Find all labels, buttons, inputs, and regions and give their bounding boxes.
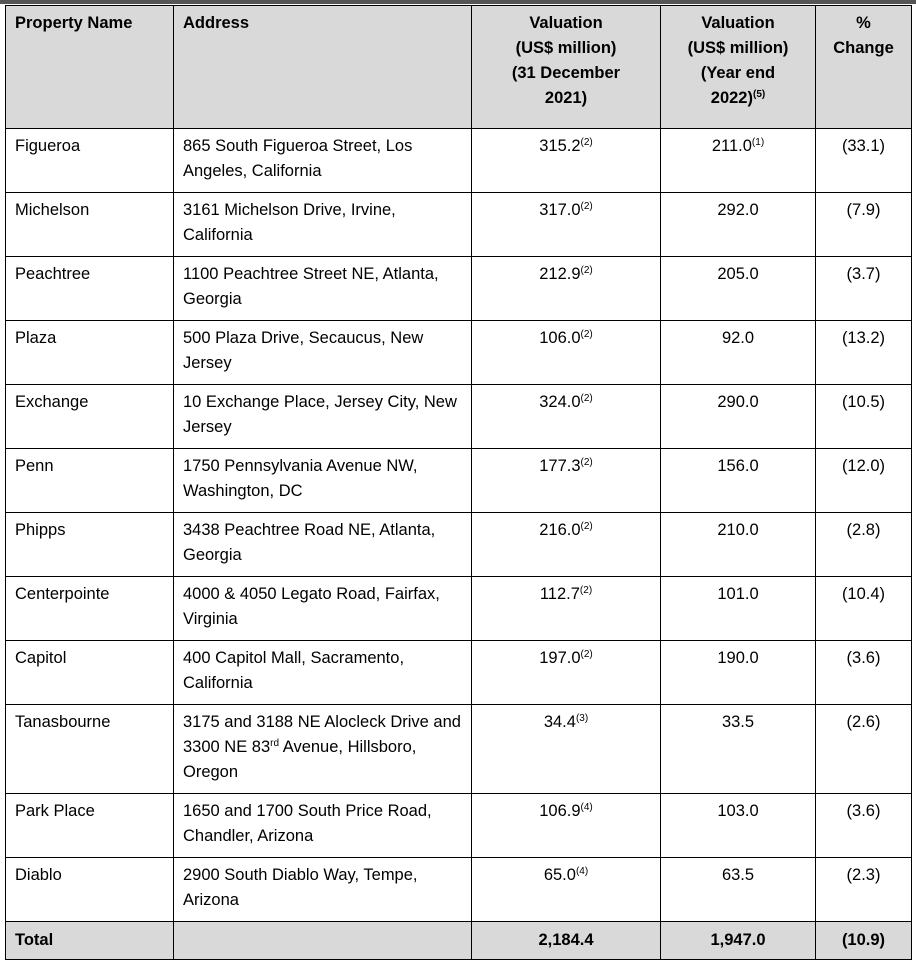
valuation-2021-cell (472, 385, 661, 449)
address-cell: 4000 & 4050 Legato Road, Fairfax, Virginia (174, 577, 472, 641)
valuation-2022-cell (661, 193, 816, 257)
valuation-value: 290.0 (717, 393, 759, 411)
footnote-marker: (2) (580, 521, 593, 532)
address-cell: 1650 and 1700 South Price Road, Chandler, Arizona (174, 794, 472, 858)
address-cell: 1750 Pennsylvania Avenue NW, Washington, DC (174, 449, 472, 513)
valuation-value: 177.3 (539, 457, 581, 475)
valuation-2021-cell (472, 321, 661, 385)
valuation-value: 210.0 (717, 521, 759, 539)
percent-change-cell: (7.9) (816, 193, 912, 257)
address-cell: 1100 Peachtree Street NE, Atlanta, Georgia (174, 257, 472, 321)
percent-change-cell: (2.8) (816, 513, 912, 577)
valuation-2021-cell (472, 129, 661, 193)
valuation-2022-cell (661, 641, 816, 705)
total-address-empty (174, 922, 472, 960)
valuation-value: 212.9 (539, 265, 581, 283)
percent-change-cell: (3.6) (816, 794, 912, 858)
valuation-2021-cell (472, 513, 661, 577)
valuation-value: 33.5 (721, 713, 755, 731)
valuation-2021-cell (472, 794, 661, 858)
property-name-cell: Exchange (6, 385, 174, 449)
property-name-cell: Capitol (6, 641, 174, 705)
valuation-2021-cell (472, 449, 661, 513)
total-valuation-2022: 1,947.0 (661, 922, 816, 960)
valuation-value: 103.0 (717, 802, 759, 820)
total-percent-change: (10.9) (816, 922, 912, 960)
valuation-value: 106.9 (539, 802, 581, 820)
property-name-cell: Phipps (6, 513, 174, 577)
percent-change-cell: (2.6) (816, 705, 912, 794)
header-line: (US$ million) (515, 39, 617, 57)
valuation-2021-cell (472, 641, 661, 705)
header-valuation-2022 (661, 6, 816, 129)
percent-change-cell: (12.0) (816, 449, 912, 513)
footnote-marker: (2) (580, 201, 593, 212)
address-cell: 500 Plaza Drive, Secaucus, New Jersey (174, 321, 472, 385)
table-row (6, 705, 912, 794)
window-top-edge (0, 0, 916, 4)
property-name-cell: Peachtree (6, 257, 174, 321)
percent-change-cell: (10.4) (816, 577, 912, 641)
table-row (6, 858, 912, 922)
table-row (6, 385, 912, 449)
valuation-2022-cell (661, 858, 816, 922)
address-cell: 865 South Figueroa Street, Los Angeles, California (174, 129, 472, 193)
footnote-marker: (2) (580, 265, 593, 276)
valuation-2022-cell (661, 577, 816, 641)
footnote-marker: (1) (751, 137, 765, 148)
footnote-marker: (2) (580, 457, 593, 468)
valuation-value: 190.0 (717, 649, 759, 667)
footnote-marker: (2) (579, 585, 593, 596)
valuation-2021-cell (472, 577, 661, 641)
percent-change-cell: (10.5) (816, 385, 912, 449)
footnote-marker: (4) (575, 866, 589, 877)
valuation-2022-cell (661, 513, 816, 577)
valuation-value: 205.0 (717, 265, 759, 283)
address-cell: 2900 South Diablo Way, Tempe, Arizona (174, 858, 472, 922)
footnote-marker: (2) (580, 649, 593, 660)
percent-change-cell: (2.3) (816, 858, 912, 922)
valuation-2022-cell (661, 705, 816, 794)
valuation-2021-cell (472, 257, 661, 321)
valuation-2022-cell (661, 794, 816, 858)
property-name-cell: Centerpointe (6, 577, 174, 641)
valuation-2022-cell (661, 321, 816, 385)
address-cell: 3161 Michelson Drive, Irvine, California (174, 193, 472, 257)
valuation-value: 292.0 (717, 201, 759, 219)
table-row (6, 129, 912, 193)
valuation-value: 324.0 (539, 393, 581, 411)
property-name-cell: Penn (6, 449, 174, 513)
valuation-value: 317.0 (539, 201, 581, 219)
valuation-value: 106.0 (539, 329, 581, 347)
property-name-cell: Tanasbourne (6, 705, 174, 794)
percent-change-cell: (3.7) (816, 257, 912, 321)
valuation-2021-cell (472, 193, 661, 257)
table-row (6, 321, 912, 385)
footnote-marker: (3) (575, 713, 589, 724)
address-cell (174, 705, 472, 794)
footnote-marker: (2) (580, 137, 593, 148)
header-line: Change (833, 39, 894, 57)
footnote-marker: (2) (580, 329, 593, 340)
address-text: Avenue, Hillsboro, Oregon (183, 738, 417, 781)
table-row (6, 577, 912, 641)
header-line: (Year end (700, 64, 776, 82)
property-name-cell: Figueroa (6, 129, 174, 193)
header-line: 2022) (710, 89, 753, 107)
valuation-value: 112.7 (539, 585, 580, 603)
table-row (6, 257, 912, 321)
valuation-2022-cell (661, 257, 816, 321)
header-percent-change (816, 6, 912, 129)
valuation-value: 63.5 (721, 866, 755, 884)
header-line: 2021) (544, 89, 588, 107)
property-name-cell: Park Place (6, 794, 174, 858)
table-row (6, 449, 912, 513)
header-valuation-2021 (472, 6, 661, 129)
header-line: Valuation (529, 14, 603, 32)
valuation-value: 101.0 (717, 585, 759, 603)
property-name-cell: Michelson (6, 193, 174, 257)
address-text: 3175 and 3188 NE Alocleck Drive and 3300 NE 83 (183, 713, 461, 756)
table-row (6, 193, 912, 257)
percent-change-cell: (13.2) (816, 321, 912, 385)
valuation-value: 65.0 (543, 866, 576, 884)
table-row (6, 641, 912, 705)
percent-change-cell: (33.1) (816, 129, 912, 193)
header-line: % (856, 14, 871, 32)
valuation-2022-cell (661, 129, 816, 193)
total-row (6, 922, 912, 960)
footnote-marker: (5) (752, 89, 766, 100)
header-address: Address (174, 6, 472, 129)
valuation-2022-cell (661, 449, 816, 513)
address-cell: 400 Capitol Mall, Sacramento, California (174, 641, 472, 705)
valuation-value: 92.0 (721, 329, 755, 347)
property-name-cell: Diablo (6, 858, 174, 922)
ordinal-suffix: rd (270, 738, 280, 749)
valuation-value: 211.0 (711, 137, 752, 155)
total-label: Total (6, 922, 174, 960)
header-line: Valuation (701, 14, 775, 32)
header-row (6, 6, 912, 129)
valuation-value: 34.4 (543, 713, 576, 731)
header-line: (US$ million) (687, 39, 789, 57)
table-row (6, 794, 912, 858)
header-line: (31 December (511, 64, 621, 82)
header-property-name: Property Name (6, 6, 174, 129)
percent-change-cell: (3.6) (816, 641, 912, 705)
footnote-marker: (2) (580, 393, 593, 404)
valuation-value: 315.2 (539, 137, 581, 155)
valuation-2021-cell (472, 705, 661, 794)
property-valuation-table (5, 5, 912, 960)
valuation-2022-cell (661, 385, 816, 449)
valuation-value: 156.0 (717, 457, 759, 475)
address-cell: 10 Exchange Place, Jersey City, New Jersey (174, 385, 472, 449)
footnote-marker: (4) (580, 802, 593, 813)
valuation-value: 197.0 (539, 649, 581, 667)
valuation-2021-cell (472, 858, 661, 922)
property-name-cell: Plaza (6, 321, 174, 385)
table-row (6, 513, 912, 577)
total-valuation-2021: 2,184.4 (472, 922, 661, 960)
address-cell: 3438 Peachtree Road NE, Atlanta, Georgia (174, 513, 472, 577)
valuation-value: 216.0 (539, 521, 581, 539)
